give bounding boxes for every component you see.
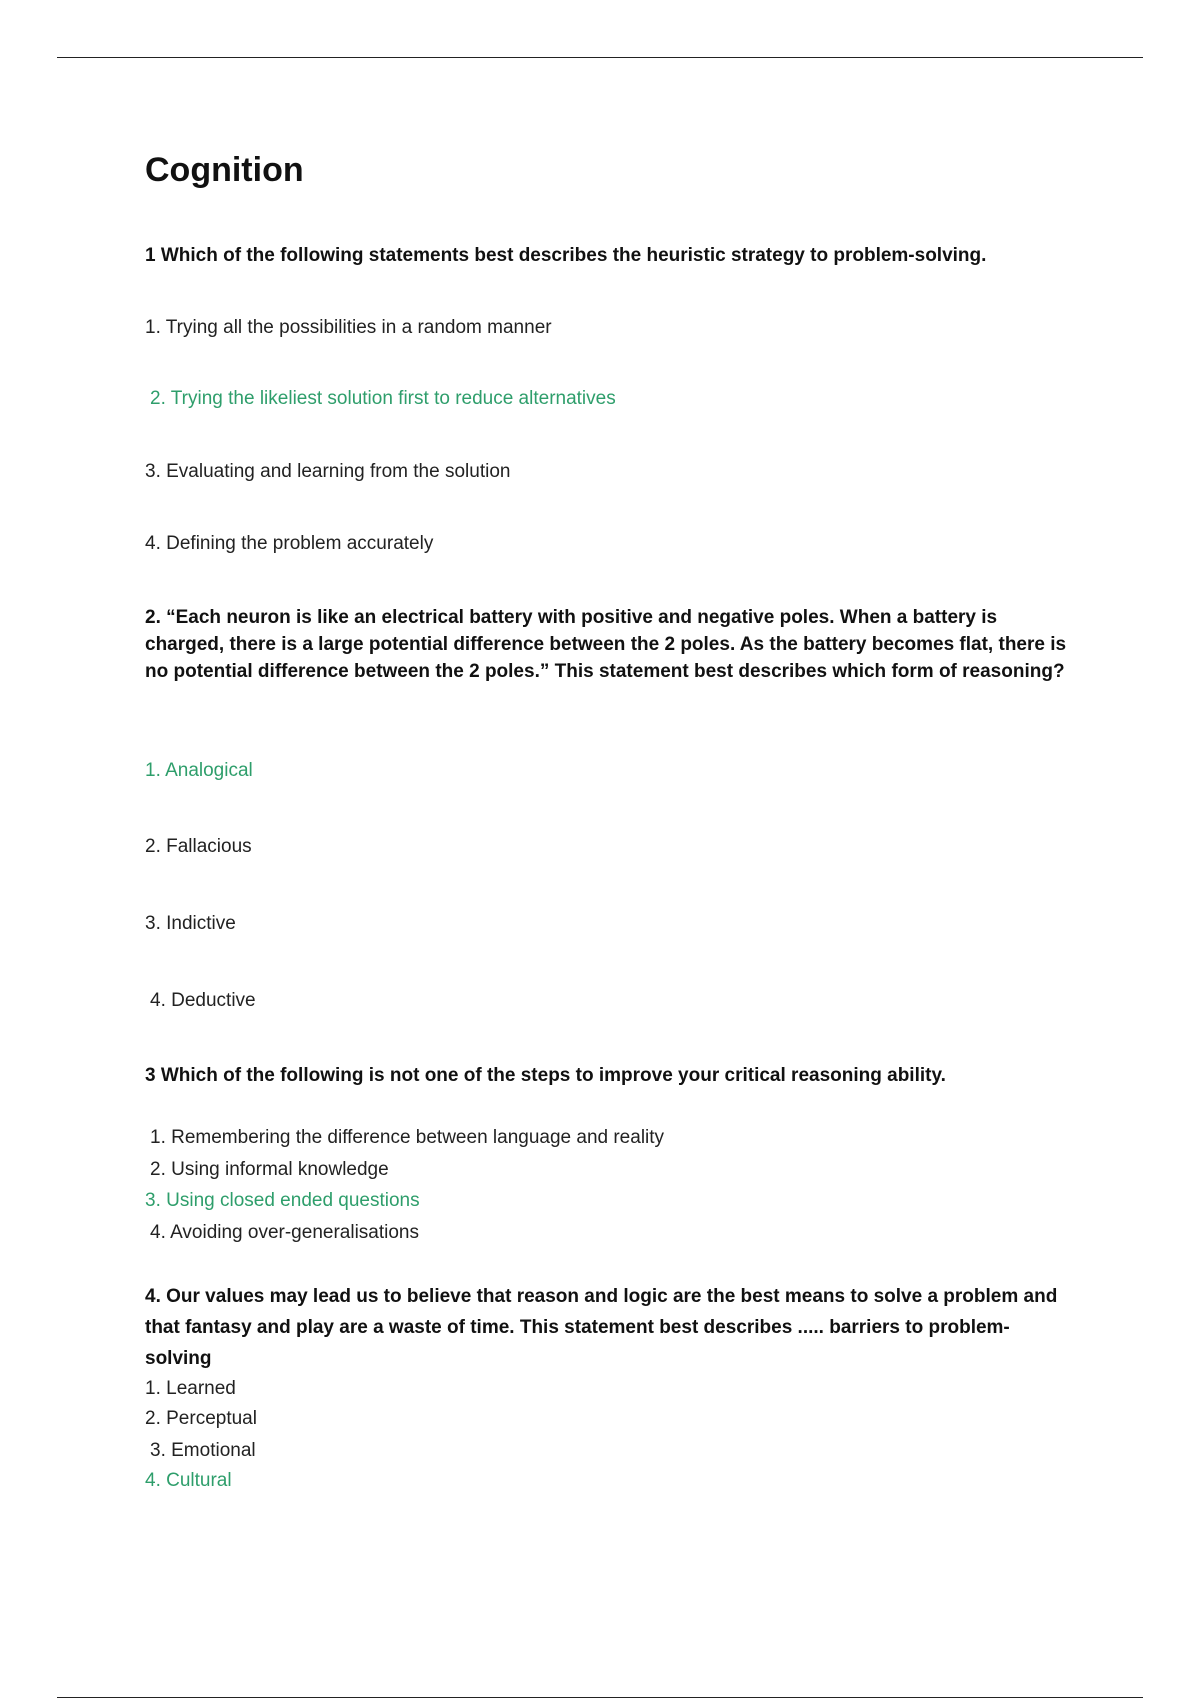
question-2-option-3: 3. Indictive bbox=[145, 913, 236, 934]
question-1-option-1: 1. Trying all the possibilities in a random manner bbox=[145, 317, 552, 338]
question-1-text: 1 Which of the following statements best describes the heuristic strategy to problem-solving. bbox=[145, 245, 987, 266]
question-3-text: 3 Which of the following is not one of the steps to improve your critical reasoning ability. bbox=[145, 1065, 946, 1086]
question-3-option-2: 2. Using informal knowledge bbox=[150, 1159, 389, 1180]
question-1-option-2-correct: 2. Trying the likeliest solution first to reduce alternatives bbox=[150, 388, 616, 409]
question-1-option-3: 3. Evaluating and learning from the solution bbox=[145, 461, 511, 482]
question-2-text: 2. “Each neuron is like an electrical battery with positive and negative poles. When a battery is charged, there is a large potential difference between the 2 poles. As the battery becomes flat, there is no potential difference between the 2 poles.” This statement best describes which form of reasoning? bbox=[145, 607, 1067, 682]
question-4-option-4-correct: 4. Cultural bbox=[145, 1470, 232, 1491]
question-4-text: 4. Our values may lead us to believe that reason and logic are the best means to solve a problem and that fantasy and play are a waste of time. This statement best describes ..... barriers to problem-solving bbox=[145, 1286, 1058, 1369]
bottom-rule bbox=[57, 1697, 1143, 1698]
question-3-option-3-correct: 3. Using closed ended questions bbox=[145, 1190, 420, 1211]
question-1-option-4: 4. Defining the problem accurately bbox=[145, 533, 434, 554]
page-title: Cognition bbox=[145, 151, 304, 189]
question-3-option-1: 1. Remembering the difference between language and reality bbox=[150, 1127, 665, 1148]
question-2-option-2: 2. Fallacious bbox=[145, 836, 252, 857]
top-rule bbox=[57, 57, 1143, 58]
question-4-option-2: 2. Perceptual bbox=[145, 1408, 257, 1429]
question-4-option-3: 3. Emotional bbox=[150, 1440, 256, 1461]
question-2-option-4: 4. Deductive bbox=[150, 990, 256, 1011]
question-4-option-1: 1. Learned bbox=[145, 1378, 236, 1399]
question-3-option-4: 4. Avoiding over-generalisations bbox=[150, 1222, 419, 1243]
question-2-option-1-correct: 1. Analogical bbox=[145, 760, 253, 781]
